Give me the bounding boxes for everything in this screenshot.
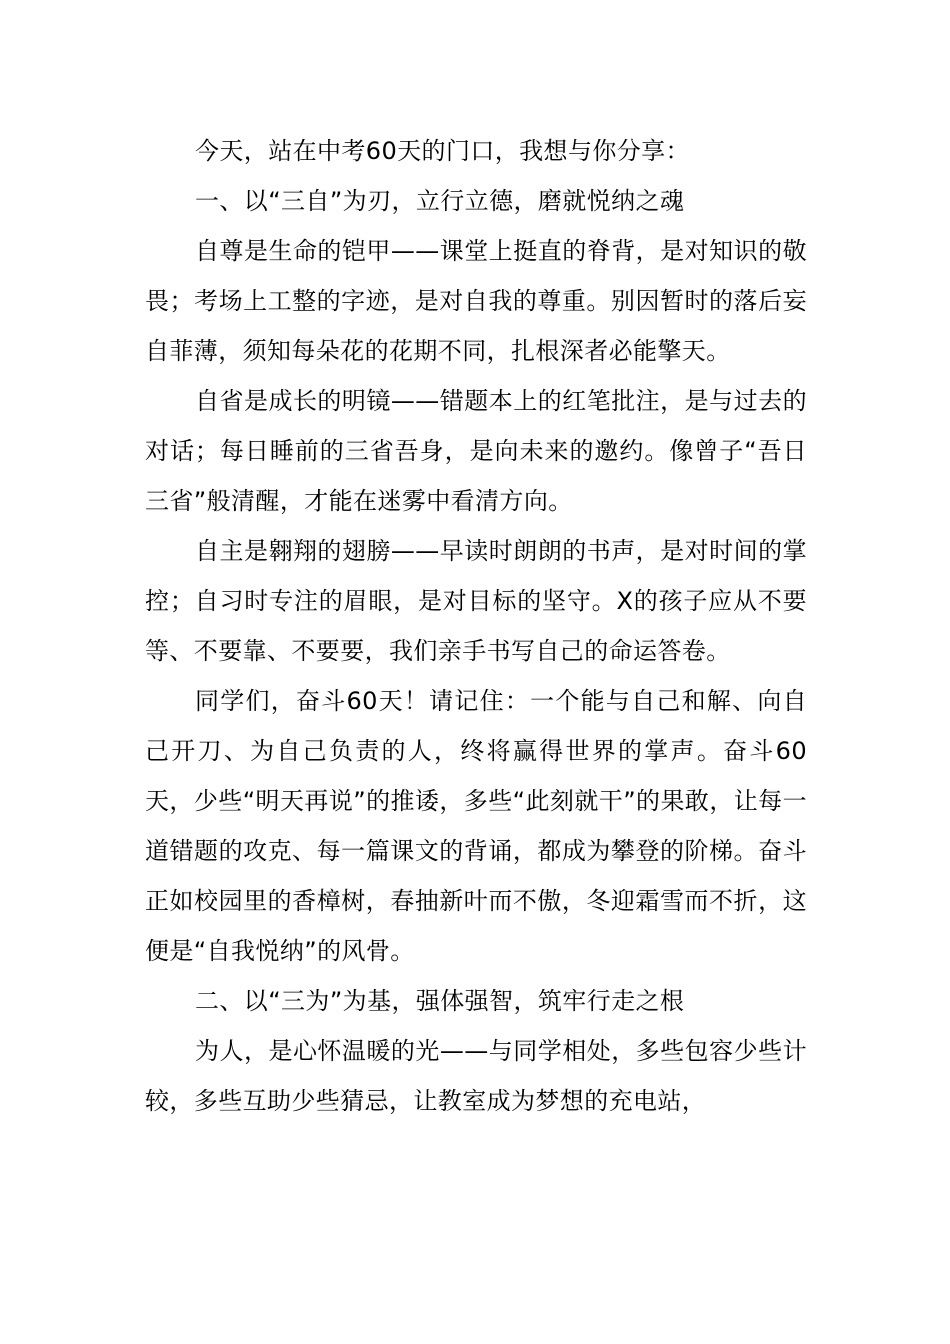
section-heading-one: 一、以“三自”为刃，立行立德，磨就悦纳之魂 [195,187,685,215]
paragraph-self-reliance: 自主是翱翔的翅膀——早读时朗朗的书声，是对时间的掌控；自习时专注的眉眼，是对目标的坚守。X的孩子应从不要等、不要靠、不要要，我们亲手书写自己的命运答卷。 [145,537,807,665]
document-page [145,126,807,1126]
paragraph-encouragement: 同学们，奋斗60天！请记住：一个能与自己和解、向自己开刀、为自己负责的人，终将赢得世界的掌声。奋斗60天，少些“明天再说”的推诿，多些“此刻就干”的果敢，让每一道错题的攻克、每一篇课文的背诵，都成为攀登的阶梯。奋斗正如校园里的香樟树，春抽新叶而不傲，冬迎霜雪而不折，这便是“自我悦纳”的风骨。 [145,687,807,965]
paragraph-being-a-person: 为人，是心怀温暖的光——与同学相处，多些包容少些计较，多些互助少些猜忌，让教室成为梦想的充电站， [145,1037,807,1115]
intro-paragraph: 今天，站在中考60天的门口，我想与你分享： [195,137,690,165]
paragraph-self-respect: 自尊是生命的铠甲——课堂上挺直的脊背，是对知识的敬畏；考场上工整的字迹，是对自我的尊重。别因暂时的落后妄自菲薄，须知每朵花的花期不同，扎根深者必能擎天。 [145,237,807,365]
section-heading-two: 二、以“三为”为基，强体强智，筑牢行走之根 [195,987,685,1015]
paragraph-self-reflection: 自省是成长的明镜——错题本上的红笔批注，是与过去的对话；每日睡前的三省吾身，是向未来的邀约。像曾子“吾日三省”般清醒，才能在迷雾中看清方向。 [145,387,807,515]
